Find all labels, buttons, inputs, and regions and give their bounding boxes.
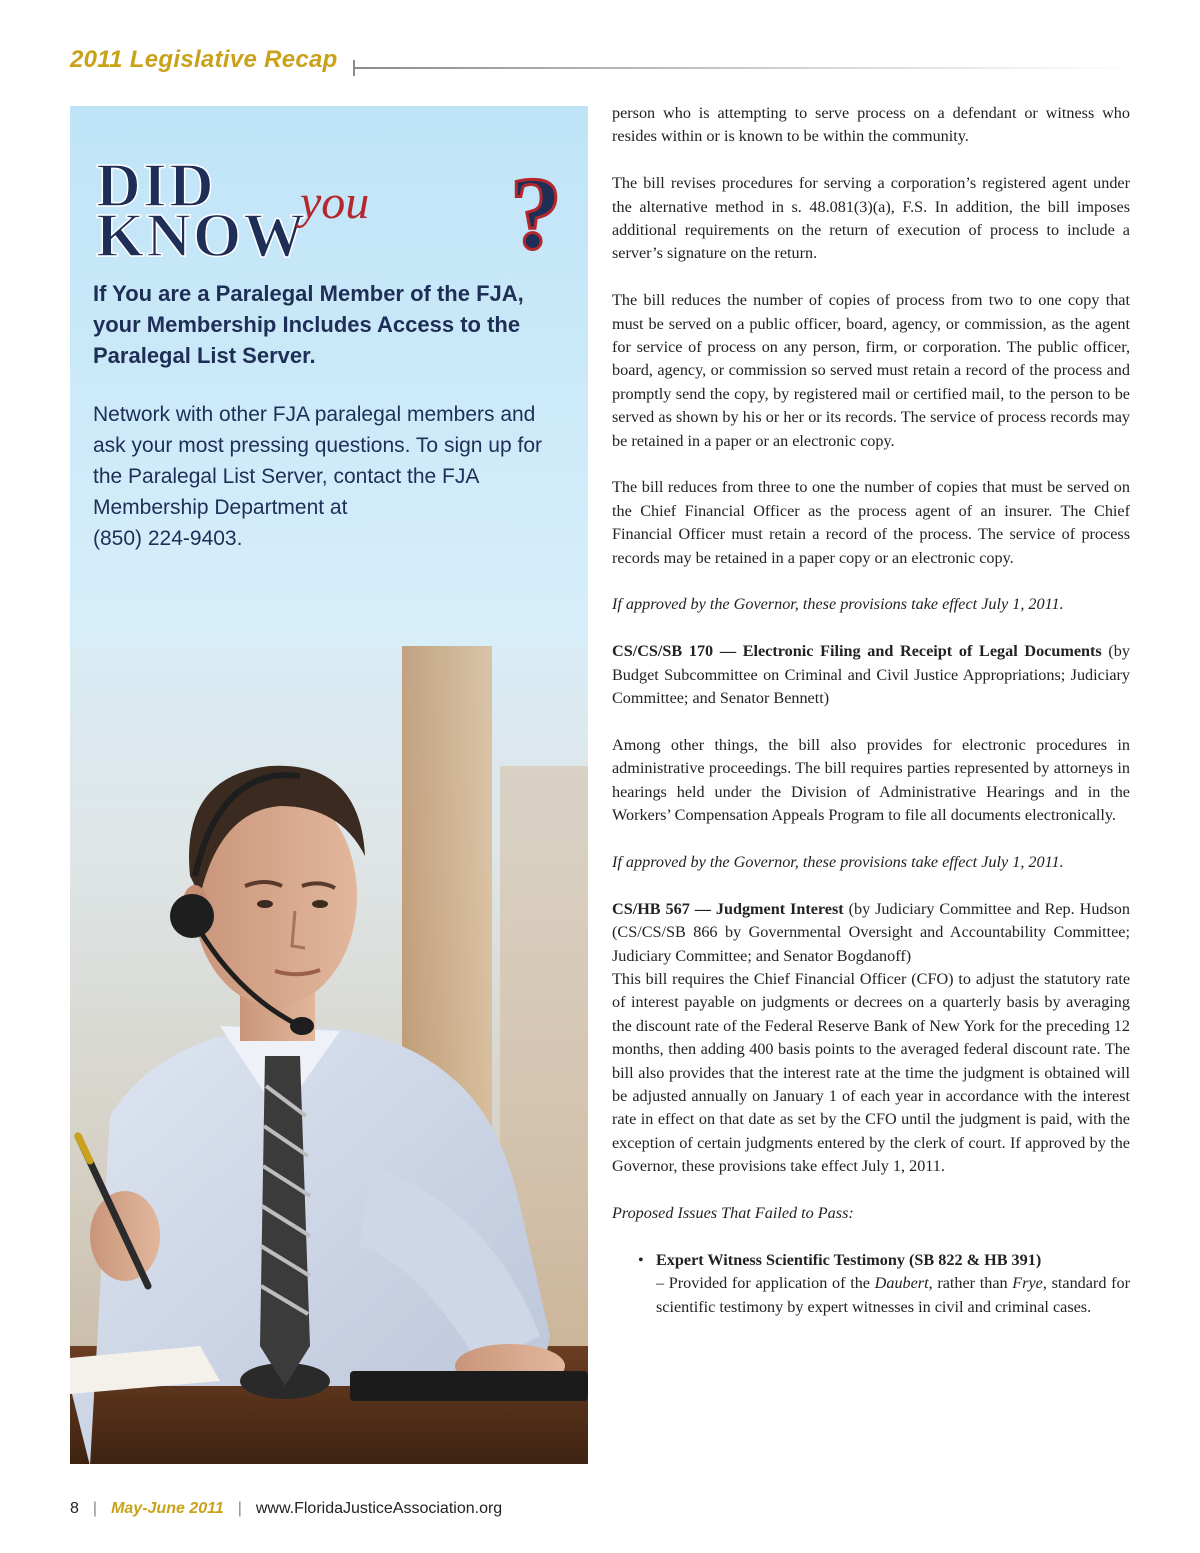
article-column [612, 102, 1130, 1319]
issue-frye: Frye [1012, 1274, 1043, 1293]
bullet-icon: • [638, 1250, 644, 1269]
logo-line1: DID [96, 156, 216, 220]
logo-question-mark: ? [510, 156, 562, 266]
ad-body-text: Network with other FJA paralegal members and ask your most pressing questions. To sign up for the Paralegal List Server, contact the FJA Membership Department at [93, 403, 543, 519]
bill-title-sb170: CS/CS/SB 170 — Electronic Filing and Receipt of Legal Documents [612, 642, 1102, 661]
failed-issues-heading: Proposed Issues That Failed to Pass: [612, 1203, 854, 1222]
paragraph-electronic-filing: Among other things, the bill also provides for electronic procedures in administrative proceedings. The bill requires parties represented by attorneys in hearings held under the Division of Administrative Hearings and in the Workers’ Compensation Appeals Program to file all documents electronically. [612, 735, 1130, 825]
paragraph-registered-agent: The bill revises procedures for serving a corporation’s registered agent under the alternative method in s. 48.081(3)(a), F.S. In addition, the bill imposes additional requirements on the return of execution of process to include a server’s signature on the return. [612, 174, 1130, 263]
headset-man-photo [70, 646, 588, 1464]
issue-daubert: Daubert [874, 1274, 929, 1293]
bill-heading-sb170 [612, 640, 1130, 710]
header-rule [353, 67, 1133, 69]
issue-text-c: , standard for scientific testimony by expert witnesses in civil and criminal cases. [656, 1274, 1130, 1316]
paragraph-cfo-copies: The bill reduces from three to one the number of copies that must be served on the Chief Financial Officer as the process agent of an insurer. The Chief Financial Officer must retain a record of the process. The service of process records may be retained in a paper copy or an electronic copy. [612, 478, 1130, 567]
page-number: 8 [70, 1500, 79, 1517]
website-url[interactable]: www.FloridaJusticeAssociation.org [255, 1500, 503, 1517]
paragraph-public-officer-copies: The bill reduces the number of copies of process from two to one copy that must be served on a public officer, board, agency, or commission, as the agent for service of process on any person, firm, or corporation. The public officer, board, agency, or commission so served must retain a record of the process and promptly send the copy, by registered mail or certified mail, to the person to be served as shown by his or her or its records. The service of process records may be retained in a paper or an electronic copy. [612, 291, 1130, 450]
bill-heading-hb567 [612, 898, 1130, 968]
effective-date-note-1: If approved by the Governor, these provisions take effect July 1, 2011. [612, 595, 1064, 614]
did-you-know-ad [70, 106, 588, 1464]
footer-separator: | [92, 1500, 98, 1517]
issue-date: May-June 2011 [111, 1500, 224, 1517]
did-you-know-logo [92, 156, 562, 266]
ad-heading: If You are a Paralegal Member of the FJA, your Membership Includes Access to the Paralegal List Server. [93, 281, 524, 368]
bill-title-hb567: CS/HB 567 — Judgment Interest [612, 899, 844, 918]
issue-text-b: , rather than [928, 1274, 1013, 1293]
effective-date-note-2: If approved by the Governor, these provisions take effect July 1, 2011. [612, 852, 1064, 871]
issue-text: – Provided for application of the [656, 1274, 875, 1293]
failed-issues-list [612, 1249, 1130, 1319]
ad-phone: (850) 224-9403. [93, 527, 243, 550]
running-header [70, 46, 1130, 86]
logo-script: you [300, 176, 370, 229]
ad-body [93, 399, 573, 554]
list-item [638, 1249, 1130, 1319]
paragraph-service-process: person who is attempting to serve process on a defendant or witness who resides within or is known to be within the community. [612, 104, 1130, 146]
issue-title: Expert Witness Scientific Testimony (SB 822 & HB 391) [656, 1250, 1042, 1269]
bill-sponsor-sb170: (by Budget Subcommittee on Criminal and Civil Justice Appropriations; Judiciary Committee; and Senator Bennett) [612, 642, 1130, 708]
logo-line2: KNOW [96, 202, 308, 266]
paragraph-judgment-interest: This bill requires the Chief Financial Officer (CFO) to adjust the statutory rate of interest payable on judgments or decrees on a quarterly basis by averaging the discount rate of the Federal Reserve Bank of New York for the preceding 12 months, then adding 400 basis points to the averaged federal discount rate. The bill also provides that the interest rate at the time the judgment is obtained will be adjusted annually on January 1 of each year in accordance with the interest rate in effect on that date as set by the CFO until the judgment is paid, with the exception of certain judgments entered by the clerk of court. If approved by the Governor, these provisions take effect July 1, 2011. [612, 969, 1130, 1176]
section-title: 2011 Legislative Recap [70, 46, 338, 73]
bill-sponsor-hb567: (by Judiciary Committee and Rep. Hudson (CS/CS/SB 866 by Governmental Oversight and Accountability Committee; Judiciary Committee; and Senator Bogdanoff) [612, 899, 1130, 965]
page-footer [70, 1500, 502, 1518]
footer-separator: | [237, 1500, 242, 1517]
